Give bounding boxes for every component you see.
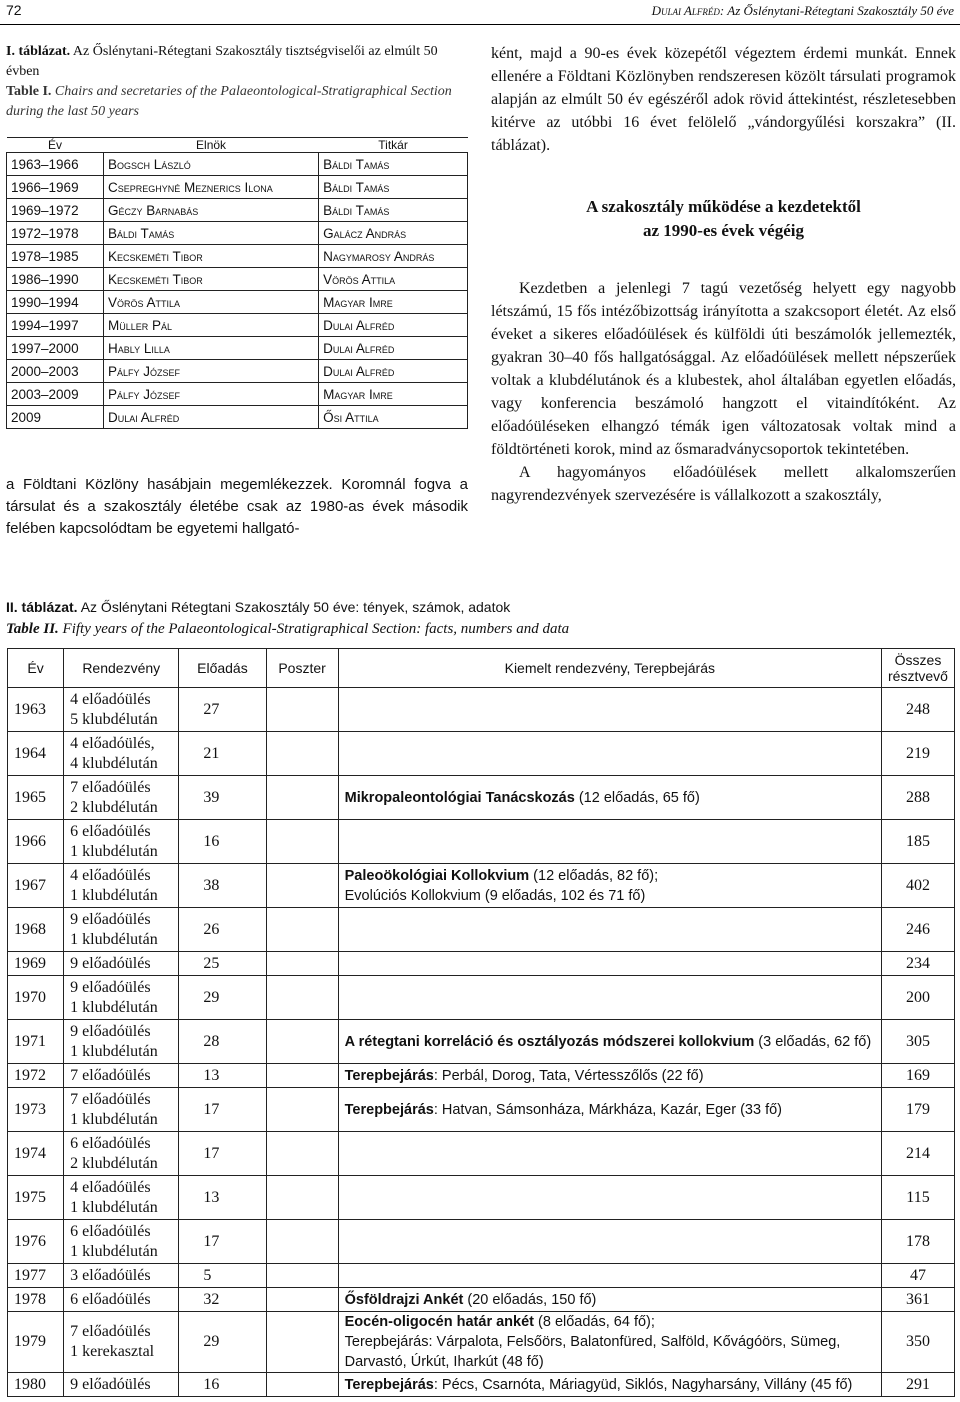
history-events: 7 előadóülés 1 klubdélután: [64, 1088, 179, 1132]
officer-secretary: Magyar Imre: [319, 291, 468, 314]
officer-chair: Kecskeméti Tibor: [104, 268, 319, 291]
history-year: 1966: [8, 820, 64, 864]
table-row: [8, 864, 955, 908]
officers-header-year: Év: [7, 138, 104, 153]
table-row: [7, 245, 468, 268]
table-row: [8, 952, 955, 976]
right-paragraph-2: Kezdetben a jelenlegi 7 tagú vezetőség helyett egy nagyobb létszámú, 15 fős intézőbizottság irányította a szakcsoport életét. Az első éveket a sikeres előadóülések és külföldi úti beszámolók jellemezték, gyakran 30–40 fős hallgatósággal. Az előadóülések mellett népszerűek voltak a klubdélutánok és a klubestek, ahol általában egyetlen előadás, vagy konferencia beszámoló hangzott el vitaindítóként. Az előadóüléseken elhangzó témák igen változatosak voltak mind a földtörténeti korok, mind az ősmaradványcsoportok tekintetében.: [491, 280, 956, 458]
history-posters: [266, 688, 338, 732]
officer-secretary: Vörös Attila: [319, 268, 468, 291]
history-posters: [266, 864, 338, 908]
highlight-details: (20 előadás, 150 fő): [463, 1291, 597, 1308]
history-year: 1968: [8, 908, 64, 952]
table-row: [8, 1373, 955, 1397]
running-header: [652, 3, 954, 19]
history-year: 1971: [8, 1020, 64, 1064]
history-posters: [266, 1288, 338, 1312]
history-year: 1980: [8, 1373, 64, 1397]
highlight-event-name: Terepbejárás: [344, 1376, 434, 1393]
history-events: 6 előadóülés: [64, 1288, 179, 1312]
officer-secretary: Dulai Alfréd: [319, 360, 468, 383]
officer-year: 1990–1994: [7, 291, 104, 314]
table-row: [8, 1132, 955, 1176]
history-year: 1963: [8, 688, 64, 732]
right-body-column: [491, 42, 956, 507]
highlight-event-name: Eocén-oligocén határ ankét: [344, 1314, 534, 1330]
history-highlight: [338, 1312, 881, 1373]
history-table: [7, 648, 955, 1397]
history-total: 179: [881, 1088, 954, 1132]
history-header-events: Rendezvény: [64, 649, 179, 688]
table-row: [8, 1220, 955, 1264]
history-talks: 38: [179, 864, 266, 908]
history-talks: 27: [179, 688, 266, 732]
officer-year: 1978–1985: [7, 245, 104, 268]
history-posters: [266, 908, 338, 952]
page-header: [0, 0, 960, 22]
table1-caption: [6, 42, 468, 122]
history-events: 9 előadóülés 1 klubdélután: [64, 1020, 179, 1064]
history-talks: 17: [179, 1132, 266, 1176]
table2-caption: [6, 596, 946, 640]
history-posters: [266, 776, 338, 820]
table1-caption-hu: Az Őslénytani-Rétegtani Szakosztály tisztségviselői az elmúlt 50 évben: [6, 44, 438, 79]
history-total: 305: [881, 1020, 954, 1064]
highlight-details: : Hatvan, Sámsonháza, Márkháza, Kazár, Eger (33 fő): [433, 1101, 783, 1118]
history-events: 4 előadóülés 5 klubdélután: [64, 688, 179, 732]
table-row: [8, 1020, 955, 1064]
officer-year: 1986–1990: [7, 268, 104, 291]
history-year: 1979: [8, 1312, 64, 1373]
officer-chair: Hably Lilla: [104, 337, 319, 360]
history-events: 4 előadóülés, 4 klubdélután: [64, 732, 179, 776]
table-row: [8, 1312, 955, 1373]
highlight-details: : Pécs, Csarnóta, Máriagyüd, Siklós, Nagyharsány, Villány (45 fő): [433, 1376, 853, 1393]
history-total: 246: [881, 908, 954, 952]
history-header-total: Összes résztvevő: [881, 649, 954, 688]
table2-caption-hu: Az Őslénytani Rétegtani Szakosztály 50 éve: tények, számok, adatok: [80, 599, 511, 615]
table-row: [8, 1176, 955, 1220]
table-row: [7, 153, 468, 176]
officer-chair: Pálfy József: [104, 360, 319, 383]
right-paragraph-1: ként, majd a 90-es évek közepétől végeztem érdemi munkát. Ennek ellenére a Földtani Közlönyben rendszeresen közölt társulati programok alapján az elmúlt 50 év egészéről adok rövid áttekintést, részletesebben kitérve az utóbbi 16 évet felölelő „vándorgyűlési korszakra” (II. táblázat).: [491, 45, 956, 154]
history-talks: 29: [179, 1312, 266, 1373]
table-row: [8, 1088, 955, 1132]
officer-year: 2009: [7, 406, 104, 429]
history-posters: [266, 1176, 338, 1220]
history-year: 1967: [8, 864, 64, 908]
table-row: [7, 199, 468, 222]
history-talks: 17: [179, 1220, 266, 1264]
history-events: 6 előadóülés 1 klubdélután: [64, 820, 179, 864]
left-body-text: [6, 474, 468, 540]
table2-caption-en-label: Table II.: [6, 621, 59, 637]
table-row: [7, 337, 468, 360]
history-highlight: [338, 976, 881, 1020]
history-talks: 28: [179, 1020, 266, 1064]
highlight-event-name: Ősföldrajzi Ankét: [344, 1291, 464, 1308]
highlight-details: (8 előadás, 64 fő); Terepbejárás: Várpalota, Felsőörs, Balatonfüred, Salföld, Kővágóörs, Sümeg, Darvastó, Úrkút, Iharkút (48 fő): [344, 1314, 841, 1370]
running-author: Dulai Alfréd: [651, 3, 720, 18]
officer-year: 2003–2009: [7, 383, 104, 406]
header-rule: [0, 24, 960, 25]
history-posters: [266, 952, 338, 976]
history-posters: [266, 1220, 338, 1264]
history-year: 1978: [8, 1288, 64, 1312]
officer-chair: Kecskeméti Tibor: [104, 245, 319, 268]
history-talks: 25: [179, 952, 266, 976]
history-talks: 16: [179, 820, 266, 864]
table-row: [8, 1264, 955, 1288]
history-header-posters: Poszter: [266, 649, 338, 688]
officers-header-chair: Elnök: [104, 138, 319, 153]
history-talks: 16: [179, 1373, 266, 1397]
history-total: 234: [881, 952, 954, 976]
table-row: [8, 976, 955, 1020]
history-year: 1970: [8, 976, 64, 1020]
history-total: 185: [881, 820, 954, 864]
history-highlight: [338, 1288, 881, 1312]
history-total: 350: [881, 1312, 954, 1373]
highlight-event-name: Paleoökológiai Kollokvium: [344, 867, 530, 884]
officer-year: 1994–1997: [7, 314, 104, 337]
left-paragraph: a Földtani Közlöny hasábjain megemlékezzek. Koromnál fogva a társulat és a szakosztály életébe csak az 1980-as évek második felében kapcsolódtam be egyetemi hallgató-: [6, 476, 468, 537]
history-events: 3 előadóülés: [64, 1264, 179, 1288]
officer-year: 1969–1972: [7, 199, 104, 222]
table2-caption-en: Fifty years of the Palaeontological-Stratigraphical Section: facts, numbers and data: [62, 621, 570, 637]
history-events: 9 előadóülés: [64, 1373, 179, 1397]
history-talks: 5: [179, 1264, 266, 1288]
history-header-talks: Előadás: [179, 649, 266, 688]
officer-chair: Géczy Barnabás: [104, 199, 319, 222]
history-total: 402: [881, 864, 954, 908]
table-row: [7, 360, 468, 383]
history-events: 6 előadóülés 1 klubdélután: [64, 1220, 179, 1264]
history-total: 361: [881, 1288, 954, 1312]
history-talks: 13: [179, 1176, 266, 1220]
history-total: 214: [881, 1132, 954, 1176]
history-table-header: [8, 649, 955, 688]
table1-caption-en-label: Table I.: [6, 84, 52, 99]
history-events: 6 előadóülés 2 klubdélután: [64, 1132, 179, 1176]
history-highlight: [338, 952, 881, 976]
history-total: 219: [881, 732, 954, 776]
history-year: 1969: [8, 952, 64, 976]
officer-chair: Müller Pál: [104, 314, 319, 337]
table2-caption-label: II. táblázat.: [6, 599, 78, 615]
officer-year: 2000–2003: [7, 360, 104, 383]
history-header-year: Év: [8, 649, 64, 688]
table-row: [7, 222, 468, 245]
history-year: 1965: [8, 776, 64, 820]
history-highlight: [338, 1220, 881, 1264]
highlight-event-name: Terepbejárás: [344, 1101, 434, 1118]
running-title: : Az Őslénytani-Rétegtani Szakosztály 50 éve: [719, 3, 954, 18]
officers-table: [6, 137, 468, 429]
highlight-details: (12 előadás, 82 fő); Evolúciós Kollokvium (9 előadás, 102 és 71 fő): [344, 867, 659, 904]
history-total: 200: [881, 976, 954, 1020]
history-posters: [266, 1373, 338, 1397]
table-row: [8, 1288, 955, 1312]
history-highlight: [338, 1176, 881, 1220]
history-highlight: [338, 1020, 881, 1064]
history-posters: [266, 976, 338, 1020]
history-total: 47: [881, 1264, 954, 1288]
table-row: [7, 176, 468, 199]
history-talks: 26: [179, 908, 266, 952]
history-posters: [266, 1064, 338, 1088]
history-events: 4 előadóülés 1 klubdélután: [64, 864, 179, 908]
table-row: [8, 688, 955, 732]
officer-secretary: Magyar Imre: [319, 383, 468, 406]
history-year: 1976: [8, 1220, 64, 1264]
officer-chair: Bogsch László: [104, 153, 319, 176]
officer-year: 1972–1978: [7, 222, 104, 245]
officer-chair: Csepreghyné Meznerics Ilona: [104, 176, 319, 199]
history-total: 288: [881, 776, 954, 820]
history-posters: [266, 1132, 338, 1176]
history-year: 1973: [8, 1088, 64, 1132]
history-highlight: [338, 1373, 881, 1397]
history-talks: 29: [179, 976, 266, 1020]
history-posters: [266, 732, 338, 776]
history-talks: 39: [179, 776, 266, 820]
history-highlight: [338, 1088, 881, 1132]
table-row: [7, 314, 468, 337]
history-posters: [266, 820, 338, 864]
table-row: [8, 908, 955, 952]
table1-caption-label: I. táblázat.: [6, 44, 71, 59]
officer-secretary: Ősi Attila: [319, 406, 468, 429]
history-events: 9 előadóülés 1 klubdélután: [64, 976, 179, 1020]
highlight-details: : Perbál, Dorog, Tata, Vértesszőlős (22 fő): [433, 1067, 704, 1084]
table-row: [8, 820, 955, 864]
section-title: [491, 195, 956, 243]
section-title-line-2: az 1990-es évek végéig: [643, 221, 804, 240]
officers-table-header: [7, 138, 468, 153]
officer-year: 1997–2000: [7, 337, 104, 360]
history-highlight: [338, 688, 881, 732]
history-year: 1975: [8, 1176, 64, 1220]
officer-chair: Vörös Attila: [104, 291, 319, 314]
history-highlight: [338, 820, 881, 864]
history-highlight: [338, 864, 881, 908]
table1-caption-en: Chairs and secretaries of the Palaeontological-Stratigraphical Section during the last 50 years: [6, 84, 452, 119]
table-row: [7, 268, 468, 291]
officers-header-secretary: Titkár: [319, 138, 468, 153]
right-paragraph-3: A hagyományos előadóülések mellett alkalomszerűen nagyrendezvények szervezésére is vállalkozott a szakosztály,: [491, 464, 956, 504]
history-posters: [266, 1312, 338, 1373]
history-events: 9 előadóülés: [64, 952, 179, 976]
highlight-details: (12 előadás, 65 fő): [574, 789, 700, 806]
history-events: 7 előadóülés 1 kerekasztal: [64, 1312, 179, 1373]
history-year: 1972: [8, 1064, 64, 1088]
highlight-event-name: Mikropaleontológiai Tanácskozás: [344, 789, 575, 806]
page-number: 72: [6, 2, 22, 18]
history-talks: 13: [179, 1064, 266, 1088]
section-title-line-1: A szakosztály működése a kezdetektől: [586, 197, 861, 216]
history-talks: 17: [179, 1088, 266, 1132]
table-row: [7, 406, 468, 429]
history-highlight: [338, 1132, 881, 1176]
history-talks: 32: [179, 1288, 266, 1312]
officer-year: 1963–1966: [7, 153, 104, 176]
history-events: 4 előadóülés 1 klubdélután: [64, 1176, 179, 1220]
highlight-event-name: A rétegtani korreláció és osztályozás módszerei kollokvium: [344, 1033, 755, 1050]
table-row: [7, 291, 468, 314]
officer-secretary: Nagymarosy András: [319, 245, 468, 268]
officer-year: 1966–1969: [7, 176, 104, 199]
history-year: 1964: [8, 732, 64, 776]
officer-chair: Dulai Alfréd: [104, 406, 319, 429]
history-highlight: [338, 1264, 881, 1288]
history-total: 115: [881, 1176, 954, 1220]
officer-secretary: Báldi Tamás: [319, 199, 468, 222]
table-row: [8, 732, 955, 776]
officer-chair: Báldi Tamás: [104, 222, 319, 245]
history-events: 7 előadóülés: [64, 1064, 179, 1088]
officer-secretary: Dulai Alfréd: [319, 337, 468, 360]
history-talks: 21: [179, 732, 266, 776]
history-year: 1977: [8, 1264, 64, 1288]
history-header-highlight: Kiemelt rendezvény, Terepbejárás: [338, 649, 881, 688]
officer-secretary: Galácz András: [319, 222, 468, 245]
officer-chair: Pálfy József: [104, 383, 319, 406]
history-year: 1974: [8, 1132, 64, 1176]
history-total: 291: [881, 1373, 954, 1397]
history-highlight: [338, 732, 881, 776]
history-posters: [266, 1264, 338, 1288]
history-posters: [266, 1020, 338, 1064]
history-highlight: [338, 908, 881, 952]
history-posters: [266, 1088, 338, 1132]
officer-secretary: Báldi Tamás: [319, 176, 468, 199]
highlight-details: (3 előadás, 62 fő): [754, 1033, 872, 1050]
history-total: 169: [881, 1064, 954, 1088]
highlight-event-name: Terepbejárás: [344, 1067, 434, 1084]
officer-secretary: Dulai Alfréd: [319, 314, 468, 337]
table-row: [8, 1064, 955, 1088]
history-events: 7 előadóülés 2 klubdélután: [64, 776, 179, 820]
history-total: 178: [881, 1220, 954, 1264]
table-row: [7, 383, 468, 406]
table-row: [8, 776, 955, 820]
history-highlight: [338, 776, 881, 820]
history-events: 9 előadóülés 1 klubdélután: [64, 908, 179, 952]
history-total: 248: [881, 688, 954, 732]
history-highlight: [338, 1064, 881, 1088]
officer-secretary: Báldi Tamás: [319, 153, 468, 176]
